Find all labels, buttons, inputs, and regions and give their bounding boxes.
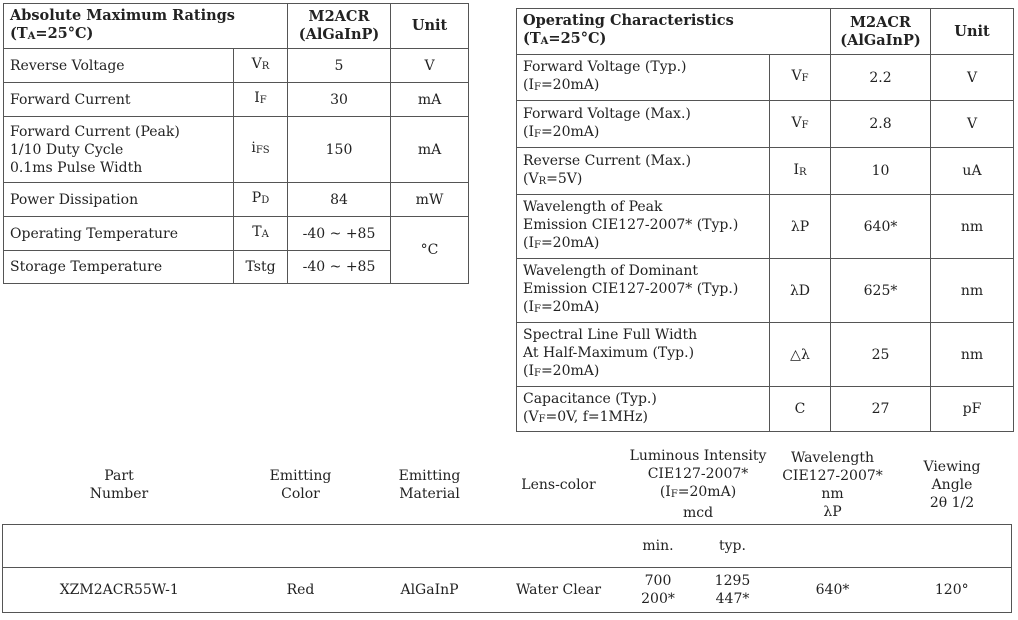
ops-model-header: M2ACR (AlGaInP) xyxy=(831,9,931,55)
abs-condition: $(T_A=25^\circ C)$ xyxy=(10,24,94,42)
operating-characteristics-table xyxy=(516,8,1014,432)
lens-color: Water Clear xyxy=(494,567,624,612)
header-luminous-intensity: Luminous Intensity CIE127-2007* $(I_F=20mA)$ mcd xyxy=(629,448,767,522)
table-row: Forward Current $I_F$ 30 mA xyxy=(4,83,469,117)
peak-wavelength: 640* xyxy=(773,567,893,612)
header-emitting-material: Emitting Material xyxy=(398,467,461,502)
table-row: Forward Voltage (Max.) $(I_F=20mA)$ $V_F$ 2.8 V xyxy=(517,101,1014,148)
header-emitting-color: Emitting Color xyxy=(269,467,332,502)
header-row xyxy=(3,446,1012,524)
table-row xyxy=(3,567,1012,612)
ops-header xyxy=(517,9,831,55)
part-number: XZM2ACR55W-1 xyxy=(3,567,236,612)
table-row: Forward Current (Peak) 1/10 Duty Cycle 0.1ms Pulse Width $i_{FS}$ 150 mA xyxy=(4,117,469,183)
table-row: Spectral Line Full Width At Half-Maximum (Typ.) $(I_F=20mA)$ △λ 25 nm xyxy=(517,323,1014,387)
subheader-row xyxy=(3,524,1012,567)
min-intensity: 700 200* xyxy=(624,567,693,612)
ops-title: Operating Characteristics xyxy=(523,12,734,29)
table-row: Reverse Voltage $V_R$ 5 V xyxy=(4,49,469,83)
absolute-maximum-ratings-table xyxy=(3,3,469,284)
typ-label: typ. xyxy=(693,524,773,567)
ops-unit-header: Unit xyxy=(931,9,1014,55)
table-row: Wavelength of Peak Emission CIE127-2007* (Typ.) $(I_F=20mA)$ λP 640* nm xyxy=(517,195,1014,259)
abs-model-header: M2ACR (AlGaInP) xyxy=(288,4,391,49)
part-number-table xyxy=(2,446,1012,613)
abs-header xyxy=(4,4,288,49)
emitting-color: Red xyxy=(236,567,366,612)
emitting-material: AlGaInP xyxy=(366,567,494,612)
table-row: Operating Temperature $T_A$ -40 ~ +85 °C xyxy=(4,217,469,251)
table-row: Capacitance (Typ.) ($V_F=0V$, f=1MHz) C 27 pF xyxy=(517,387,1014,432)
table-row: Power Dissipation $P_D$ 84 mW xyxy=(4,183,469,217)
header-lens-color: Lens-color xyxy=(521,476,596,493)
abs-unit-header: Unit xyxy=(391,4,469,49)
temperature-unit: °C xyxy=(391,217,469,284)
table-row: Forward Voltage (Typ.) $(I_F=20mA)$ $V_F$ 2.2 V xyxy=(517,55,1014,101)
viewing-angle: 120° xyxy=(893,567,1012,612)
table-row: Storage Temperature Tstg -40 ~ +85 xyxy=(4,251,469,284)
min-label: min. xyxy=(624,524,693,567)
typ-intensity: 1295 447* xyxy=(693,567,773,612)
table-row: Reverse Current (Max.) $(V_R=5V)$ $I_R$ 10 uA xyxy=(517,148,1014,195)
header-wavelength: Wavelength CIE127-2007* nm λP xyxy=(782,449,883,520)
header-part-number: Part Number xyxy=(89,467,149,502)
abs-title: Absolute Maximum Ratings xyxy=(10,6,235,24)
ops-condition: $(T_A=25^\circ C)$ xyxy=(523,30,607,47)
table-row: Wavelength of Dominant Emission CIE127-2007* (Typ.) $(I_F=20mA)$ λD 625* nm xyxy=(517,259,1014,323)
header-viewing-angle: Viewing Angle 2θ 1/2 xyxy=(923,458,981,511)
